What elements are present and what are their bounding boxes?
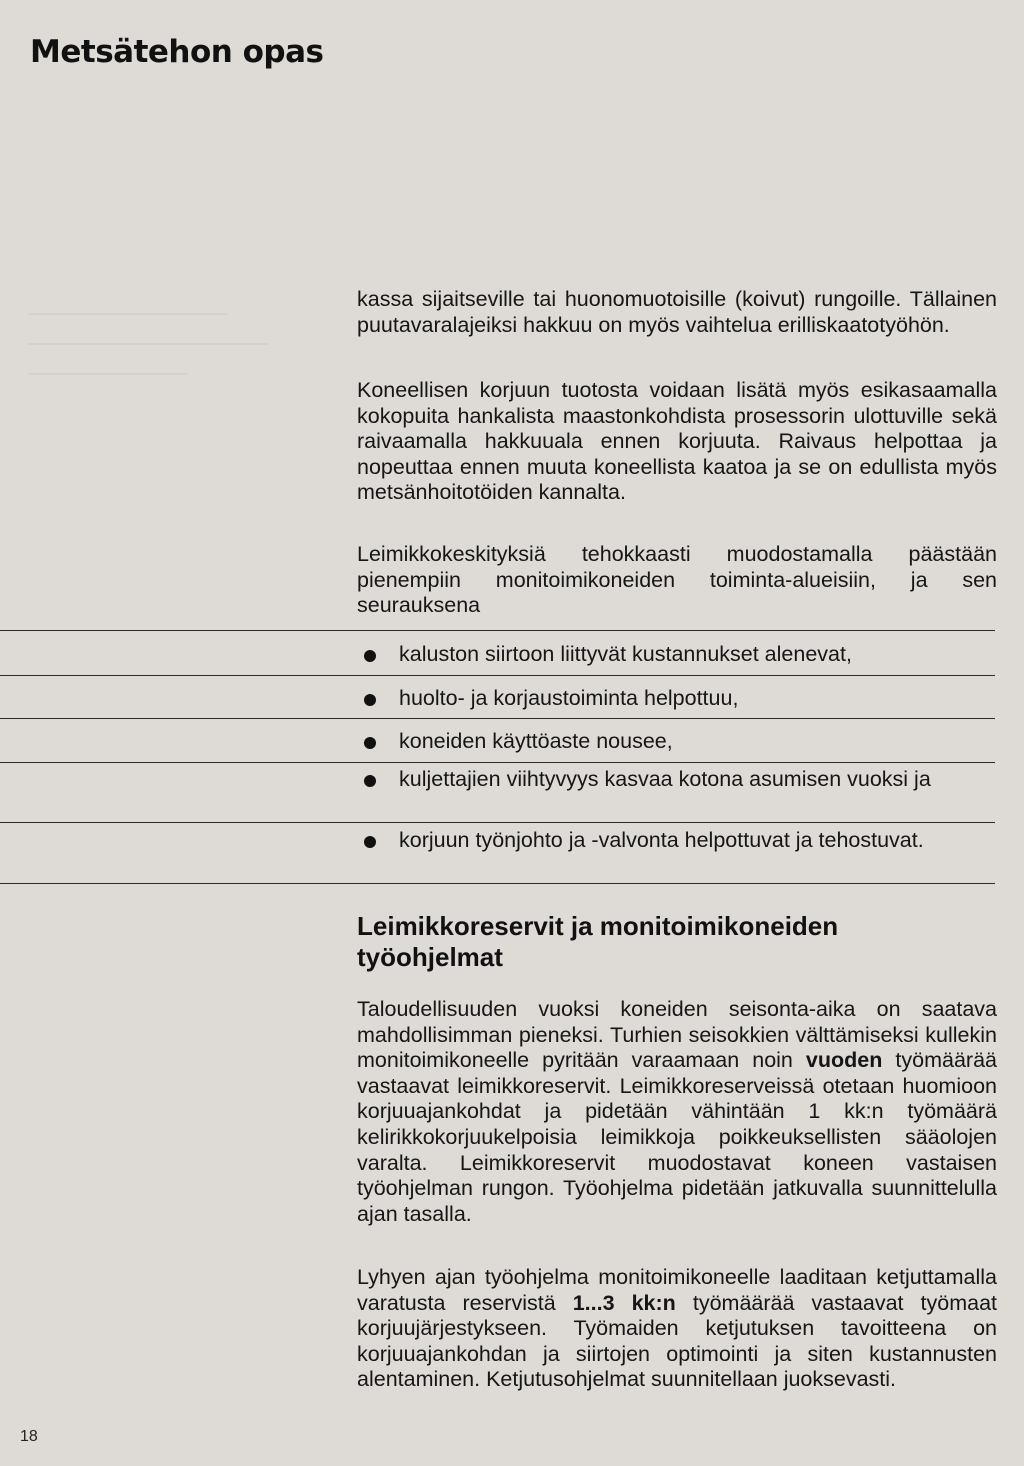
bullet-icon — [364, 775, 376, 787]
show-through-decoration — [28, 285, 268, 375]
paragraph-2: Koneellisen korjuun tuotosta voidaan lisätä myös esikasaamalla kokopuita hankalista maastonkohdista prosessorin ulottuville sekä raivaamalla hakkuuala ennen korjuuta. Raivaus helpottaa ja nopeuttaa ennen muuta koneellista kaatoa ja se on edullista myös metsänhoitotöiden kannalta. — [357, 378, 997, 505]
emphasis-text: vuoden — [805, 1048, 883, 1073]
list-item-text: kuljettajien viihtyvyys kasvaa kotona asumisen vuoksi ja — [399, 767, 931, 791]
bullet-icon — [364, 737, 376, 749]
bullet-icon — [364, 650, 376, 662]
divider-line — [0, 883, 995, 884]
divider-line — [0, 822, 995, 823]
paragraph-3: Leimikkokeskityksiä tehokkaasti muodostamalla päästään pienempiin monitoimikoneiden toiminta-alueisiin, ja sen seurauksena — [357, 542, 997, 618]
publication-title: Metsätehon opas — [30, 34, 324, 70]
paragraph-4: Taloudellisuuden vuoksi koneiden seisonta-aika on saatava mahdollisimman pieneksi. Turhien seisokkien välttämiseksi kullekin monitoimikoneelle pyritään varaamaan noin vuoden työmäärää vastaavat leimikkoreservit. Leimikkoreserveissä otetaan huomioon korjuuajankohdat ja pidetään vähintään 1 kk:n työmäärä kelirikkokorjuukelpoisia leimikkoja poikkeuksellisten sääolojen varalta. Leimikkoreservit muodostavat koneen vastaisen työohjelman rungon. Työohjelma pidetään jatkuvalla suunnittelulla ajan tasalla. — [357, 997, 997, 1226]
section-heading: Leimikkoreservit ja monitoimikoneiden työohjelmat — [357, 911, 839, 972]
divider-line — [0, 630, 995, 631]
list-item-text: huolto- ja korjaustoiminta helpottuu, — [399, 686, 739, 710]
divider-line — [0, 675, 995, 676]
paragraph-5: Lyhyen ajan työohjelma monitoimikoneelle laaditaan ketjuttamalla varatusta reservistä 1...3 kk:n työmäärää vastaavat työmaat korjuujärjestykseen. Työmaiden ketjutuksen tavoitteena on korjuuajankohdan ja siirtojen optimointi ja siten kustannusten alentaminen. Ketjutusohjelmat suunnitellaan juoksevasti. — [357, 1265, 998, 1392]
bullet-icon — [364, 694, 376, 706]
list-item-text: kaluston siirtoon liittyvät kustannukset alenevat, — [399, 642, 852, 666]
list-item-text: korjuun työnjohto ja -valvonta helpottuvat ja tehostuvat. — [399, 828, 924, 852]
bullet-icon — [364, 836, 376, 848]
list-item-text: koneiden käyttöaste nousee, — [399, 729, 673, 753]
divider-line — [0, 718, 995, 719]
paragraph-1: kassa sijaitseville tai huonomuotoisille (koivut) rungoille. Tällainen puutavaralajeiksi hakkuu on myös vaihtelua erilliskaatotyöhön. — [357, 287, 997, 337]
emphasis-text: 1...3 kk:n — [572, 1290, 676, 1315]
page-number: 18 — [20, 1428, 38, 1445]
divider-line — [0, 762, 995, 763]
